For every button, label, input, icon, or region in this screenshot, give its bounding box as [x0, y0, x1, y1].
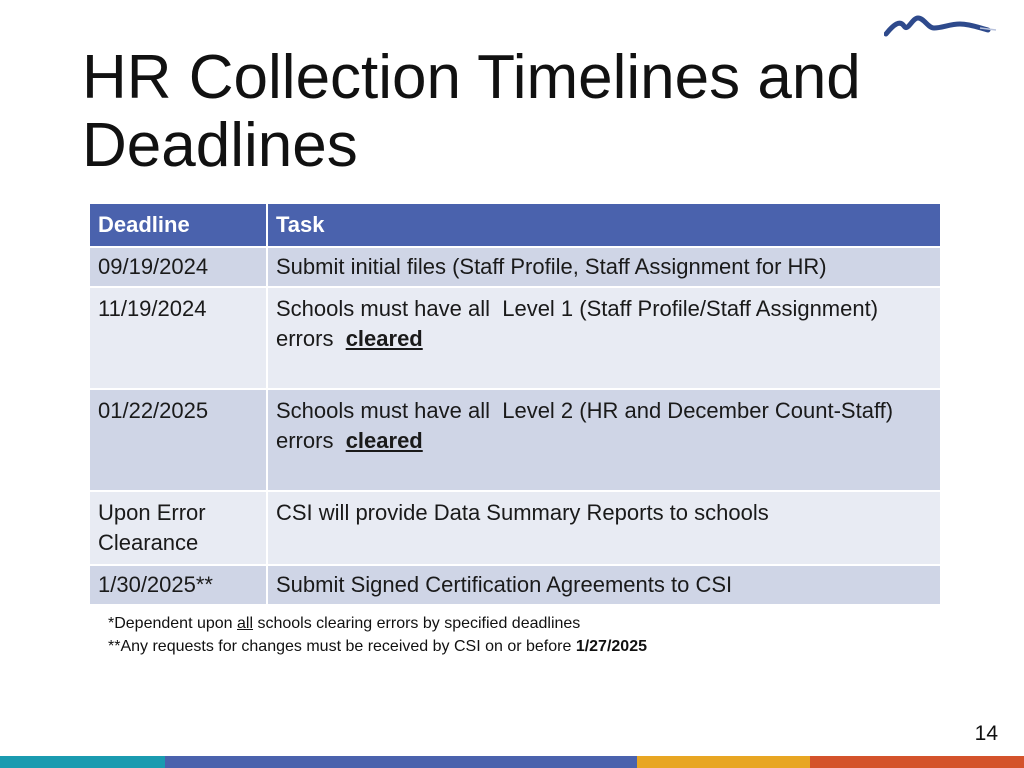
- bar-segment-gold: [637, 756, 810, 768]
- page-title: [82, 44, 962, 180]
- bottom-color-bar: [0, 756, 1024, 768]
- table-row: [89, 491, 941, 565]
- task-text: Schools must have all Level 2 (HR and December Count-Staff) errors: [276, 398, 906, 453]
- deadline-cell: 09/19/2024: [89, 247, 267, 287]
- deadline-cell: 01/22/2025: [89, 389, 267, 491]
- column-header-task: Task: [267, 203, 941, 247]
- table-row: [89, 565, 941, 605]
- task-text: Schools must have all Level 1 (Staff Profile/Staff Assignment) errors: [276, 296, 885, 351]
- deadline-cell: Upon Error Clearance: [89, 491, 267, 565]
- task-cell: Submit initial files (Staff Profile, Staff Assignment for HR): [267, 247, 941, 287]
- footnote-1: *Dependent upon all schools clearing errors by specified deadlines: [108, 615, 581, 632]
- table-row: [89, 287, 941, 389]
- deadlines-table: [88, 202, 942, 606]
- task-cell: [267, 389, 941, 491]
- mountain-logo-icon: [884, 10, 1000, 38]
- page-number: 14: [974, 722, 998, 745]
- task-emphasis: cleared: [345, 326, 423, 351]
- deadline-cell: 11/19/2024: [89, 287, 267, 389]
- table-header-row: [89, 203, 941, 247]
- bar-segment-blue: [165, 756, 637, 768]
- table-row: [89, 389, 941, 491]
- footnotes: [108, 612, 647, 658]
- task-cell: CSI will provide Data Summary Reports to schools: [267, 491, 941, 565]
- column-header-deadline: Deadline: [89, 203, 267, 247]
- table-row: [89, 247, 941, 287]
- task-cell: Submit Signed Certification Agreements to CSI: [267, 565, 941, 605]
- title-line-2: Deadlines: [82, 111, 358, 180]
- bar-segment-teal: [0, 756, 165, 768]
- footnote-2: **Any requests for changes must be received by CSI on or before 1/27/2025: [108, 638, 647, 655]
- task-emphasis: cleared: [345, 428, 423, 453]
- task-cell: [267, 287, 941, 389]
- title-line-1: HR Collection Timelines and: [82, 43, 861, 112]
- deadline-cell: 1/30/2025**: [89, 565, 267, 605]
- bar-segment-orange: [810, 756, 1024, 768]
